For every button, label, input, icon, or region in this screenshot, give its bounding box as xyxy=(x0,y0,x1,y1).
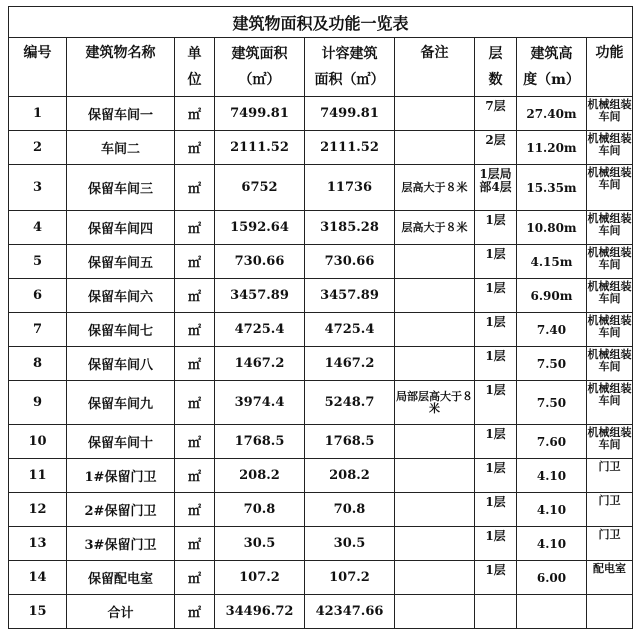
cell-calc-area: 1768.5 xyxy=(305,425,395,459)
cell-area: 7499.81 xyxy=(215,97,305,131)
cell-area: 1467.2 xyxy=(215,347,305,381)
document-page xyxy=(8,6,632,629)
header-note: 备注 xyxy=(395,38,475,97)
cell-note xyxy=(395,527,475,561)
cell-function: 门卫 xyxy=(587,493,633,527)
cell-no: 1 xyxy=(9,97,67,131)
cell-no: 2 xyxy=(9,131,67,165)
cell-floors: 2层 xyxy=(475,131,517,165)
cell-name: 保留车间九 xyxy=(67,381,175,425)
cell-function: 机械组装车间 xyxy=(587,347,633,381)
cell-function: 机械组装车间 xyxy=(587,211,633,245)
cell-height: 7.50 xyxy=(517,381,587,425)
cell-area: 3457.89 xyxy=(215,279,305,313)
building-area-table xyxy=(8,6,633,629)
header-calc-area xyxy=(305,38,395,97)
cell-no: 7 xyxy=(9,313,67,347)
cell-function: 机械组装车间 xyxy=(587,425,633,459)
header-unit-line2: 位 xyxy=(187,72,202,88)
cell-floors: 1层局部4层 xyxy=(475,165,517,211)
cell-no: 15 xyxy=(9,595,67,629)
header-floors-line2: 数 xyxy=(488,72,503,88)
cell-floors xyxy=(475,595,517,629)
cell-calc-area: 42347.66 xyxy=(305,595,395,629)
cell-unit: ㎡ xyxy=(175,165,215,211)
table-row xyxy=(9,493,633,527)
cell-unit: ㎡ xyxy=(175,245,215,279)
header-unit xyxy=(175,38,215,97)
header-function: 功能 xyxy=(587,38,633,97)
cell-name: 保留车间十 xyxy=(67,425,175,459)
table-title: 建筑物面积及功能一览表 xyxy=(9,7,633,38)
cell-calc-area: 30.5 xyxy=(305,527,395,561)
cell-name: 保留车间六 xyxy=(67,279,175,313)
cell-function: 机械组装车间 xyxy=(587,131,633,165)
cell-note xyxy=(395,347,475,381)
cell-area: 30.5 xyxy=(215,527,305,561)
cell-height xyxy=(517,595,587,629)
cell-floors: 1层 xyxy=(475,211,517,245)
header-floors xyxy=(475,38,517,97)
cell-area: 70.8 xyxy=(215,493,305,527)
cell-unit: ㎡ xyxy=(175,131,215,165)
cell-unit: ㎡ xyxy=(175,425,215,459)
cell-name: 保留车间一 xyxy=(67,97,175,131)
cell-note xyxy=(395,97,475,131)
cell-height: 15.35m xyxy=(517,165,587,211)
table-row xyxy=(9,245,633,279)
cell-floors: 7层 xyxy=(475,97,517,131)
header-unit-line1: 单 xyxy=(187,46,202,62)
cell-name: 保留车间八 xyxy=(67,347,175,381)
table-row xyxy=(9,97,633,131)
cell-height: 6.90m xyxy=(517,279,587,313)
cell-no: 14 xyxy=(9,561,67,595)
cell-note xyxy=(395,459,475,493)
cell-no: 8 xyxy=(9,347,67,381)
cell-name: 车间二 xyxy=(67,131,175,165)
header-no: 编号 xyxy=(9,38,67,97)
cell-note: 局部层高大于８米 xyxy=(395,381,475,425)
cell-name: 保留车间七 xyxy=(67,313,175,347)
cell-floors: 1层 xyxy=(475,561,517,595)
cell-unit: ㎡ xyxy=(175,527,215,561)
table-row xyxy=(9,561,633,595)
cell-height: 4.15m xyxy=(517,245,587,279)
cell-floors: 1层 xyxy=(475,493,517,527)
cell-note xyxy=(395,595,475,629)
cell-floors: 1层 xyxy=(475,459,517,493)
cell-note: 层高大于８米 xyxy=(395,211,475,245)
cell-name: 1#保留门卫 xyxy=(67,459,175,493)
cell-name: 保留车间五 xyxy=(67,245,175,279)
cell-area: 730.66 xyxy=(215,245,305,279)
cell-note xyxy=(395,313,475,347)
cell-unit: ㎡ xyxy=(175,347,215,381)
cell-area: 4725.4 xyxy=(215,313,305,347)
cell-note xyxy=(395,561,475,595)
table-row xyxy=(9,381,633,425)
header-row xyxy=(9,38,633,97)
cell-no: 9 xyxy=(9,381,67,425)
cell-no: 13 xyxy=(9,527,67,561)
header-height-line1: 建筑高 xyxy=(530,46,573,62)
cell-note xyxy=(395,131,475,165)
table-row xyxy=(9,131,633,165)
cell-area: 107.2 xyxy=(215,561,305,595)
cell-height: 4.10 xyxy=(517,527,587,561)
cell-name: 合计 xyxy=(67,595,175,629)
header-name: 建筑物名称 xyxy=(67,38,175,97)
cell-calc-area: 4725.4 xyxy=(305,313,395,347)
cell-area: 208.2 xyxy=(215,459,305,493)
cell-height: 6.00 xyxy=(517,561,587,595)
cell-height: 10.80m xyxy=(517,211,587,245)
cell-calc-area: 70.8 xyxy=(305,493,395,527)
header-area xyxy=(215,38,305,97)
cell-no: 5 xyxy=(9,245,67,279)
cell-height: 7.60 xyxy=(517,425,587,459)
cell-name: 保留配电室 xyxy=(67,561,175,595)
cell-no: 4 xyxy=(9,211,67,245)
cell-floors: 1层 xyxy=(475,313,517,347)
cell-note: 层高大于８米 xyxy=(395,165,475,211)
table-row xyxy=(9,459,633,493)
cell-calc-area: 107.2 xyxy=(305,561,395,595)
cell-function: 配电室 xyxy=(587,561,633,595)
cell-height: 27.40m xyxy=(517,97,587,131)
header-height xyxy=(517,38,587,97)
cell-name: 保留车间四 xyxy=(67,211,175,245)
cell-calc-area: 208.2 xyxy=(305,459,395,493)
cell-function: 门卫 xyxy=(587,459,633,493)
cell-unit: ㎡ xyxy=(175,459,215,493)
cell-function: 机械组装车间 xyxy=(587,165,633,211)
cell-area: 2111.52 xyxy=(215,131,305,165)
cell-unit: ㎡ xyxy=(175,279,215,313)
cell-calc-area: 3185.28 xyxy=(305,211,395,245)
header-floors-line1: 层 xyxy=(488,46,503,62)
cell-height: 4.10 xyxy=(517,459,587,493)
cell-unit: ㎡ xyxy=(175,493,215,527)
table-row xyxy=(9,425,633,459)
cell-unit: ㎡ xyxy=(175,313,215,347)
cell-unit: ㎡ xyxy=(175,561,215,595)
table-row xyxy=(9,279,633,313)
table-row xyxy=(9,347,633,381)
table-row xyxy=(9,211,633,245)
cell-no: 11 xyxy=(9,459,67,493)
cell-no: 12 xyxy=(9,493,67,527)
cell-calc-area: 2111.52 xyxy=(305,131,395,165)
cell-function: 门卫 xyxy=(587,527,633,561)
cell-unit: ㎡ xyxy=(175,211,215,245)
header-calc-line1: 计容建筑 xyxy=(321,46,378,62)
cell-note xyxy=(395,493,475,527)
header-area-line1: 建筑面积 xyxy=(231,46,288,62)
cell-floors: 1层 xyxy=(475,245,517,279)
cell-name: 2#保留门卫 xyxy=(67,493,175,527)
cell-calc-area: 1467.2 xyxy=(305,347,395,381)
header-height-line2: 度（m） xyxy=(523,72,580,88)
cell-area: 34496.72 xyxy=(215,595,305,629)
table-row xyxy=(9,165,633,211)
cell-height: 7.50 xyxy=(517,347,587,381)
table-row xyxy=(9,527,633,561)
cell-calc-area: 730.66 xyxy=(305,245,395,279)
cell-unit: ㎡ xyxy=(175,595,215,629)
cell-calc-area: 3457.89 xyxy=(305,279,395,313)
cell-no: 10 xyxy=(9,425,67,459)
cell-function: 机械组装车间 xyxy=(587,97,633,131)
cell-note xyxy=(395,279,475,313)
cell-name: 3#保留门卫 xyxy=(67,527,175,561)
table-row xyxy=(9,313,633,347)
cell-function: 机械组装车间 xyxy=(587,313,633,347)
cell-floors: 1层 xyxy=(475,425,517,459)
cell-floors: 1层 xyxy=(475,381,517,425)
cell-function: 机械组装车间 xyxy=(587,279,633,313)
cell-function: 机械组装车间 xyxy=(587,381,633,425)
cell-height: 7.40 xyxy=(517,313,587,347)
cell-no: 6 xyxy=(9,279,67,313)
cell-note xyxy=(395,425,475,459)
table-row xyxy=(9,595,633,629)
cell-area: 3974.4 xyxy=(215,381,305,425)
cell-area: 1592.64 xyxy=(215,211,305,245)
cell-name: 保留车间三 xyxy=(67,165,175,211)
cell-function xyxy=(587,595,633,629)
cell-height: 11.20m xyxy=(517,131,587,165)
cell-floors: 1层 xyxy=(475,527,517,561)
cell-function: 机械组装车间 xyxy=(587,245,633,279)
cell-no: 3 xyxy=(9,165,67,211)
cell-calc-area: 11736 xyxy=(305,165,395,211)
cell-calc-area: 5248.7 xyxy=(305,381,395,425)
cell-height: 4.10 xyxy=(517,493,587,527)
cell-unit: ㎡ xyxy=(175,97,215,131)
cell-note xyxy=(395,245,475,279)
header-area-line2: （㎡） xyxy=(238,72,281,88)
header-calc-line2: 面积（㎡） xyxy=(314,72,385,88)
cell-area: 1768.5 xyxy=(215,425,305,459)
cell-area: 6752 xyxy=(215,165,305,211)
cell-calc-area: 7499.81 xyxy=(305,97,395,131)
cell-unit: ㎡ xyxy=(175,381,215,425)
cell-floors: 1层 xyxy=(475,347,517,381)
cell-floors: 1层 xyxy=(475,279,517,313)
table-body xyxy=(9,97,633,629)
